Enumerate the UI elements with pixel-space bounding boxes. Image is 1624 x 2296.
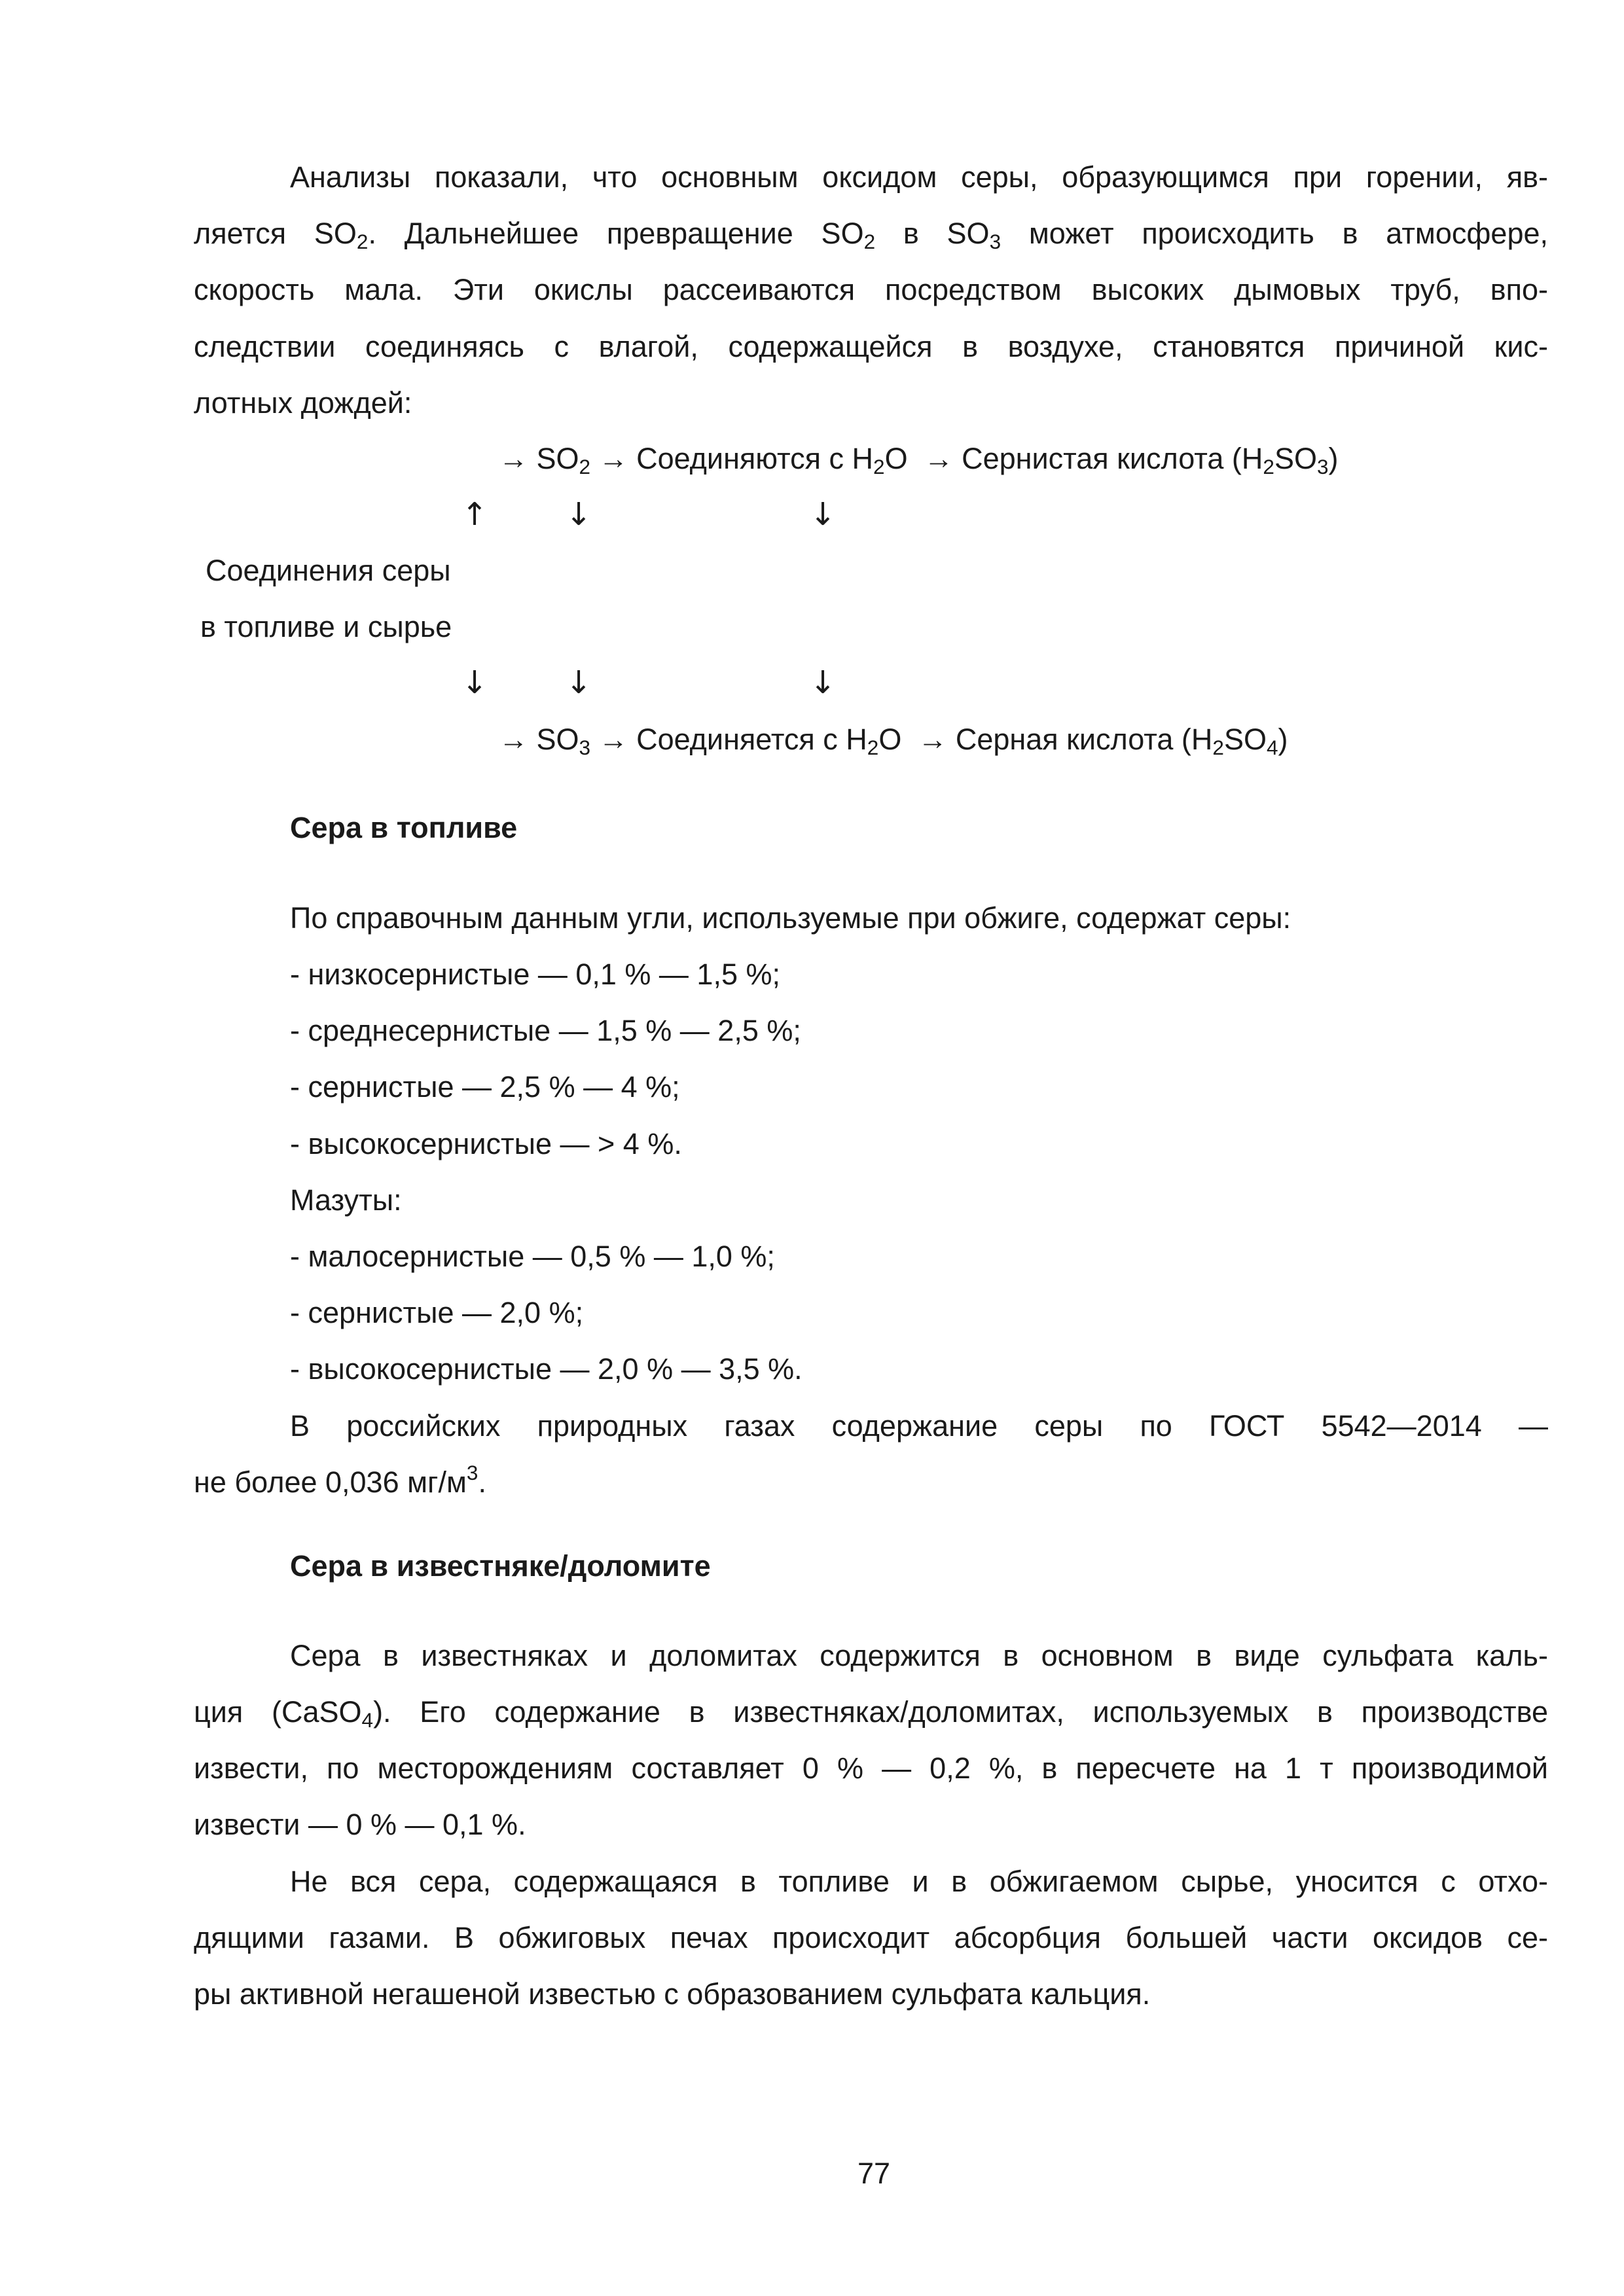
fuel-oil-item: - высокосернистые — 2,0 % — 3,5 %.	[290, 1352, 803, 1386]
limestone-p2-line-1: Не вся сера, содержащаяся в топливе и в обжигаемом сырье, уносится с отхо-	[290, 1865, 1548, 1898]
scheme-top-combine: Соединяются с $H_2O$	[636, 442, 908, 478]
scheme-arrow-down-lower-0: ↓	[461, 664, 488, 701]
scheme-top-arrow-1: →	[499, 442, 528, 475]
scheme-source-line-1: Соединения серы	[206, 554, 451, 587]
scheme-bottom-arrow-1: →	[499, 723, 528, 756]
limestone-p1-line-4: извести — 0 % — 0,1 %.	[194, 1808, 526, 1841]
fuel-oil-item: - малосернистые — 0,5 % — 1,0 %;	[290, 1240, 775, 1273]
scheme-bottom-combine: Соединяется с $H_2O$	[636, 723, 902, 759]
scheme-arrow-down-lower-2: ↓	[810, 664, 837, 701]
scheme-bottom-arrow-3: →	[918, 723, 948, 756]
scheme-top-row	[499, 442, 1339, 478]
scheme-top-so2: $SO_2$	[536, 442, 591, 478]
intro-line-2-c: в SO	[875, 217, 990, 250]
limestone-p2-line-2: дящими газами. В обжиговых печах происходит абсорбция большей части оксидов се-	[194, 1921, 1548, 1954]
page-number: 77	[857, 2157, 891, 2190]
fuel-gas-line-1: В российских природных газах содержание серы по ГОСТ 5542—2014 —	[290, 1409, 1548, 1443]
scheme-top-arrow-3: →	[924, 442, 954, 475]
intro-line-2	[194, 217, 1549, 253]
scheme-bottom-acid: Серная кислота $(H_2SO_4)$	[955, 723, 1288, 759]
fuel-gas-sup: 3	[466, 1461, 478, 1485]
intro-line-4: следствии соединяясь с влагой, содержащейся в воздухе, становятся причиной кис-	[194, 330, 1548, 363]
scheme-arrow-down-upper-2: ↓	[810, 496, 837, 533]
scheme-source-line-2: в топливе и сырье	[200, 610, 452, 643]
intro-line-5: лотных дождей:	[194, 386, 412, 420]
intro-line-2-sub2: 2	[863, 229, 876, 253]
fuel-intro: По справочным данным угли, используемые при обжиге, содержат серы:	[290, 901, 1291, 935]
fuel-coal-item: - сернистые — 2,5 % — 4 %;	[290, 1070, 680, 1103]
scheme-bottom-so3: $SO_3$	[536, 723, 591, 759]
fuel-coal-item: - среднесернистые — 1,5 % — 2,5 %;	[290, 1014, 801, 1047]
scheme-bottom-row	[499, 723, 1288, 759]
scheme-bottom-arrow-2: →	[598, 723, 628, 756]
fuel-gas-line-2: не более 0,036 $мг/м^3$.	[194, 1461, 486, 1499]
scheme-arrow-down-upper-1: ↓	[566, 496, 592, 533]
fuel-coal-item: - низкосернистые — 0,1 % — 1,5 %;	[290, 958, 781, 991]
intro-line-2-sub3: 3	[989, 229, 1001, 253]
limestone-p1-line-2: ция (CaSO$_4$). Его содержание в известняках/доломитах, используемых в производстве	[194, 1695, 1548, 1732]
fuel-oil-label: Мазуты:	[290, 1183, 402, 1217]
intro-line-2-a: ляется SO	[194, 217, 357, 250]
limestone-p1-line-1: Сера в известняках и доломитах содержится в основном в виде сульфата каль-	[290, 1639, 1548, 1672]
intro-line-2-d: может происходить в атмосфере,	[1001, 217, 1549, 250]
intro-line-2-sub1: 2	[356, 229, 369, 253]
intro-line-1: Анализы показали, что основным оксидом серы, образующимся при горении, яв-	[290, 160, 1548, 194]
limestone-sub: 4	[361, 1708, 374, 1732]
scheme-top-acid: Сернистая кислота $(H_2SO_3)$	[962, 442, 1339, 478]
fuel-heading: Сера в топливе	[290, 811, 518, 844]
scheme-arrow-up: ↑	[461, 496, 488, 533]
intro-line-3: скорость мала. Эти окислы рассеиваются посредством высоких дымовых труб, впо-	[194, 273, 1548, 306]
limestone-p2-line-3: ры активной негашеной известью с образованием сульфата кальция.	[194, 1977, 1151, 2011]
fuel-coal-item: - высокосернистые — > 4 %.	[290, 1127, 682, 1160]
limestone-heading: Сера в известняке/доломите	[290, 1549, 711, 1583]
fuel-oil-item: - сернистые — 2,0 %;	[290, 1296, 584, 1329]
scheme-arrow-down-lower-1: ↓	[566, 664, 592, 701]
scheme-top-arrow-2: →	[598, 442, 628, 475]
intro-line-2-b: . Дальнейшее превращение SO	[368, 217, 864, 250]
limestone-p1-line-3: извести, по месторождениям составляет 0 % — 0,2 %, в пересчете на 1 т производимой	[194, 1751, 1548, 1785]
